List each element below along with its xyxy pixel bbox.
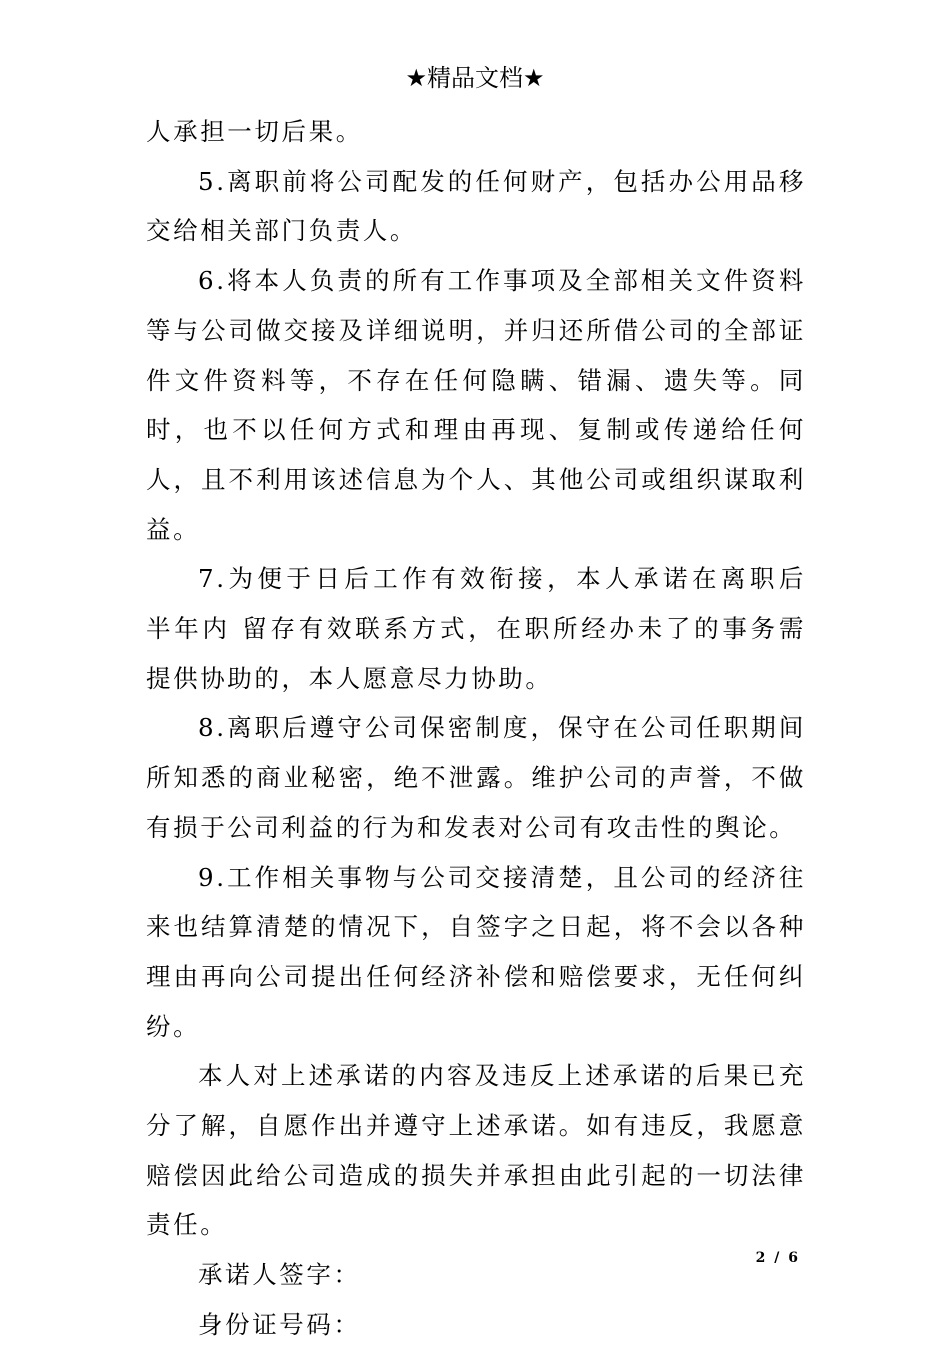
paragraph-item-9: 9.工作相关事物与公司交接清楚，且公司的经济往来也结算清楚的情况下，自签字之日起，将不会以各种理由再向公司提出任何经济补偿和赔偿要求，无任何纠纷。 xyxy=(146,862,806,1041)
paragraph-declaration: 本人对上述承诺的内容及违反上述承诺的后果已充分了解，自愿作出并遵守上述承诺。如有违反，我愿意赔偿因此给公司造成的损失并承担由此引起的一切法律责任。 xyxy=(146,1061,806,1240)
page-number: 2 / 6 xyxy=(755,1250,800,1266)
signature-label: 承诺人签字： xyxy=(198,1260,361,1290)
paragraph-item-7: 7.为便于日后工作有效衔接，本人承诺在离职后 半年内 留存有效联系方式，在职所经办未了的事务需提供协助的，本人愿意尽力协助。 xyxy=(146,564,806,693)
id-number-label: 身份证号码： xyxy=(198,1309,361,1339)
page-header-title: ★精品文档★ xyxy=(405,64,545,92)
paragraph-item-5: 5.离职前将公司配发的任何财产，包括办公用品移交给相关部门负责人。 xyxy=(146,166,806,246)
document-body xyxy=(146,107,806,1350)
paragraph-continuation: 人承担一切后果。 xyxy=(146,117,363,146)
paragraph-item-8: 8.离职后遵守公司保密制度，保守在公司任职期间所知悉的商业秘密，绝不泄露。维护公司的声誉，不做有损于公司利益的行为和发表对公司有攻击性的舆论。 xyxy=(146,713,806,842)
paragraph-item-6: 6.将本人负责的所有工作事项及全部相关文件资料等与公司做交接及详细说明，并归还所借公司的全部证件文件资料等，不存在任何隐瞒、错漏、遗失等。同时，也不以任何方式和理由再现、复制或传递给任何人，且不利用该述信息为个人、其他公司或组织谋取利益。 xyxy=(146,266,806,544)
